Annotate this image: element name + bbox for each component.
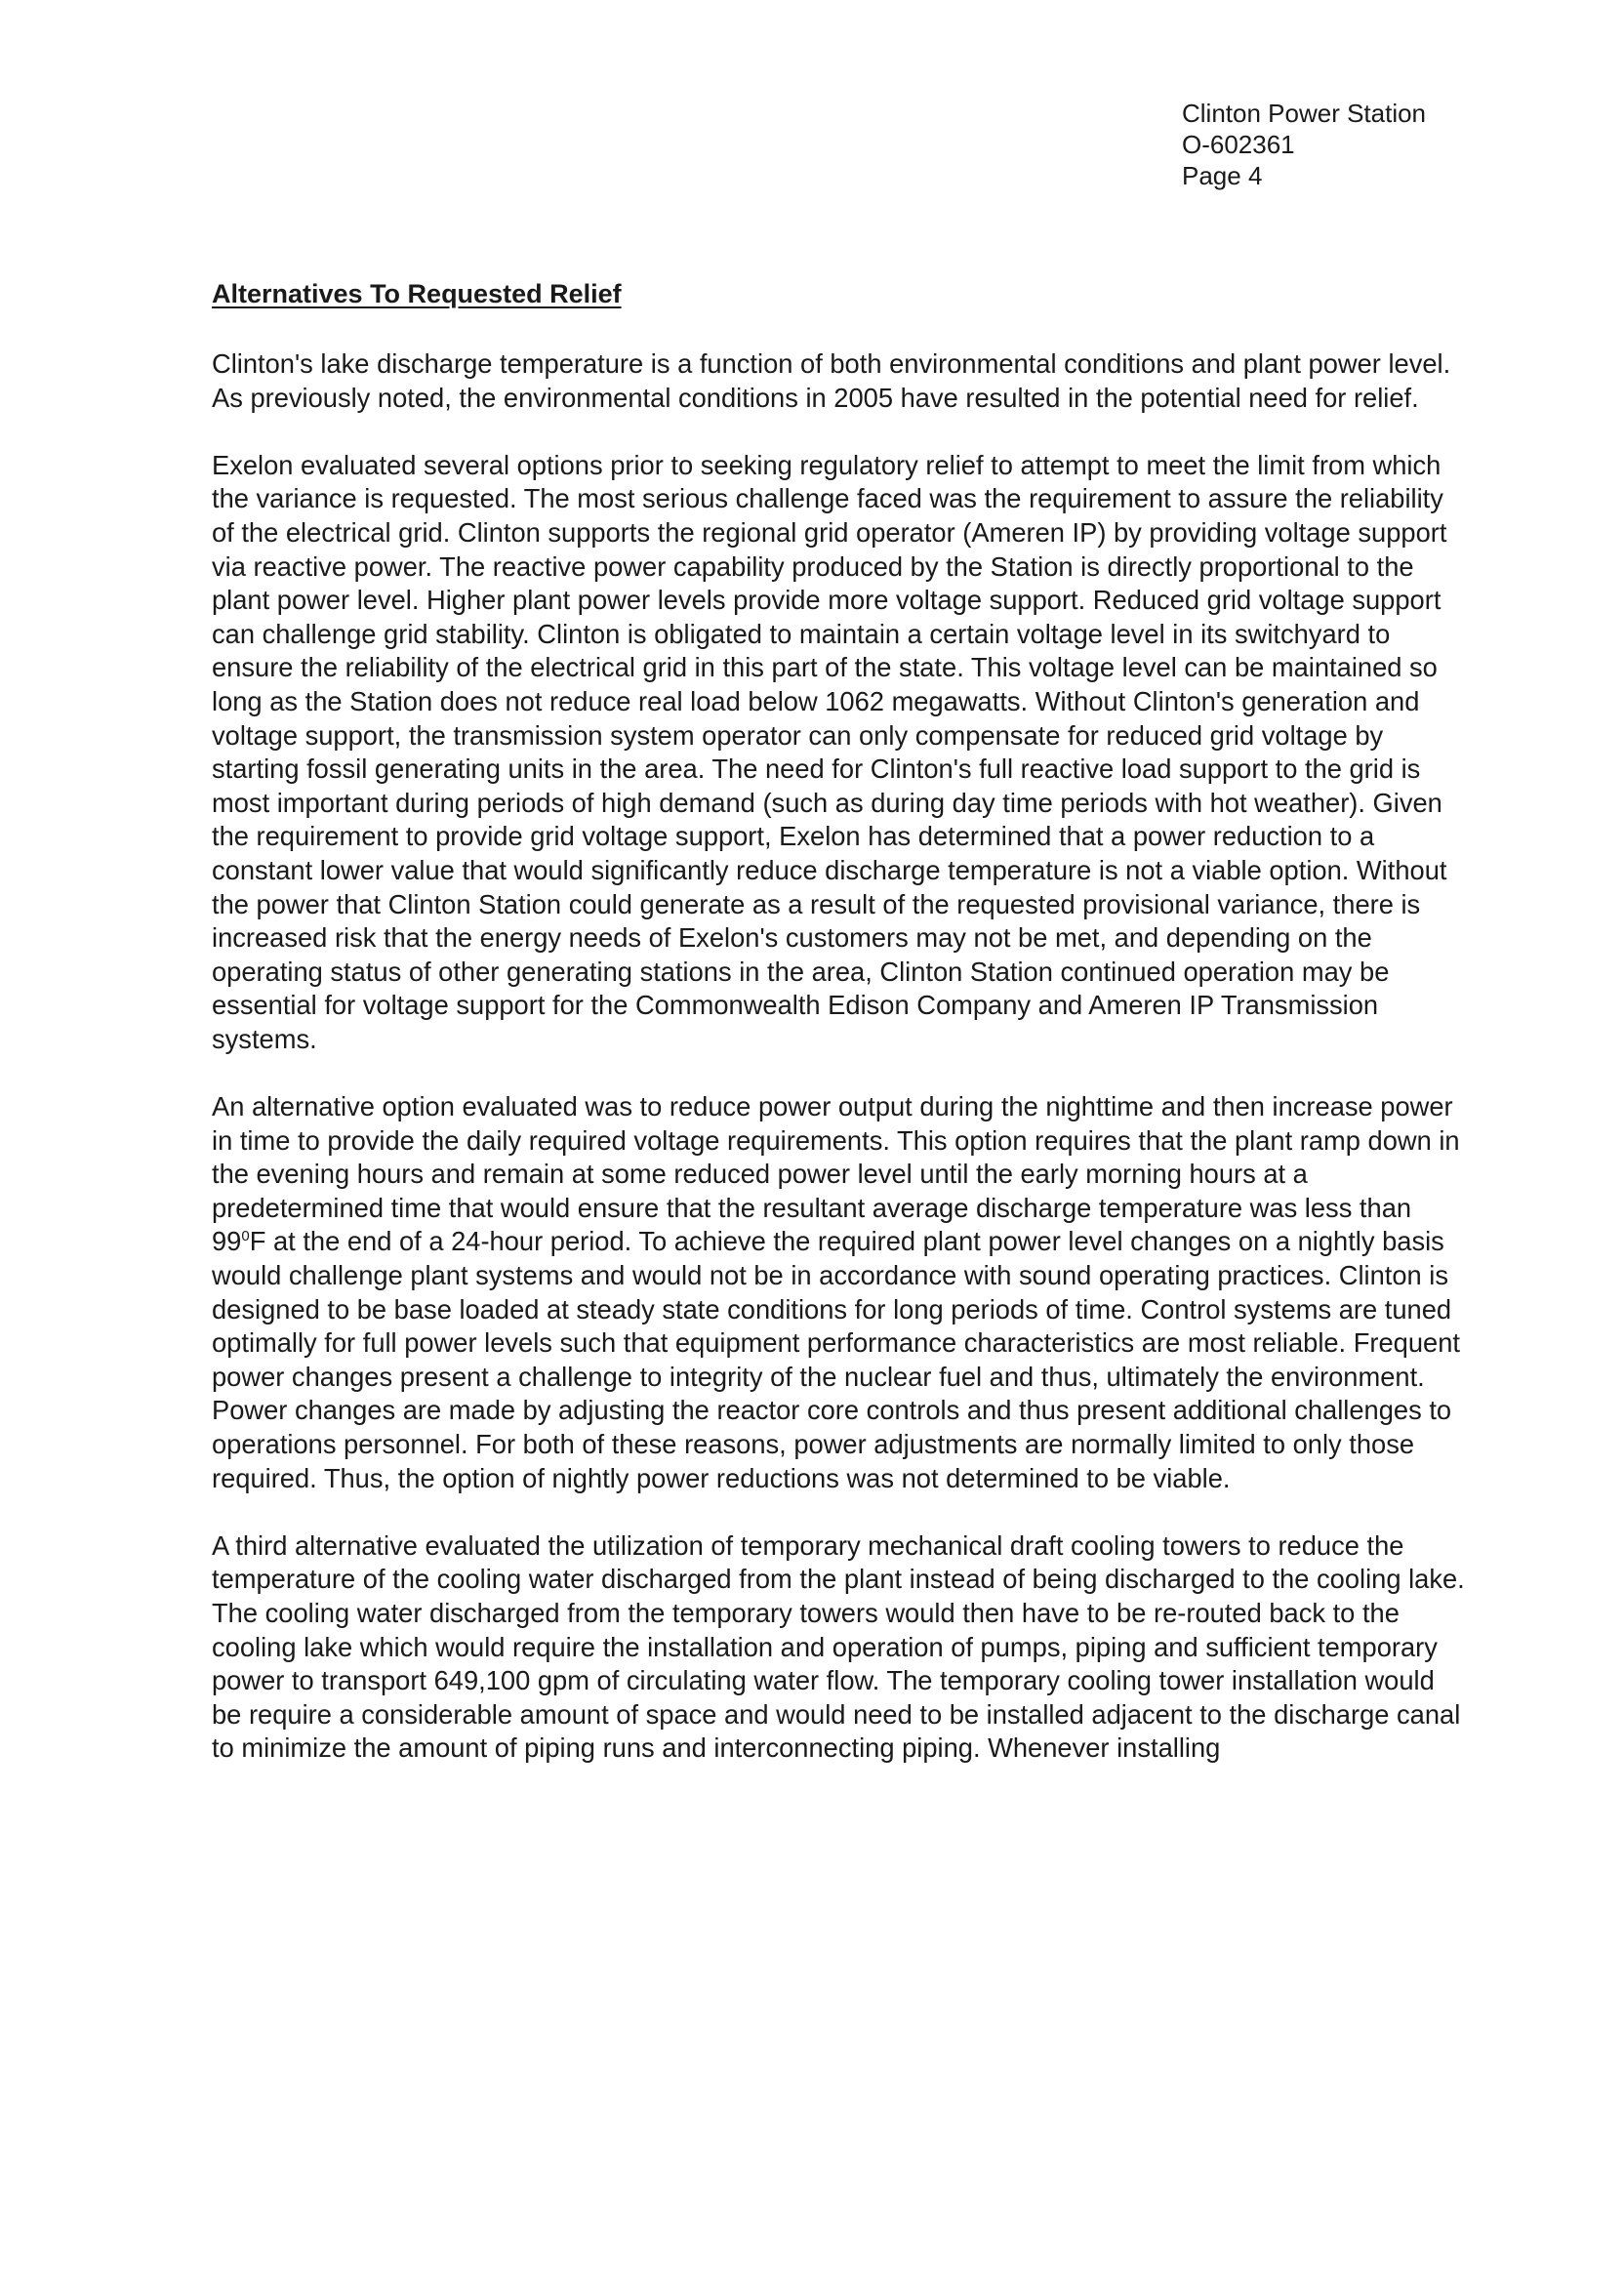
degree-superscript: 0: [241, 1228, 250, 1245]
page-header: [1182, 98, 1426, 191]
header-station: Clinton Power Station: [1182, 99, 1427, 128]
header-docnum: O-602361: [1182, 130, 1295, 159]
body-text: [212, 347, 1471, 1766]
paragraph-3-part-2: F at the end of a 24-hour period. To achieve the required plant power level changes on a nightly basis would challenge plant systems and would not be in accordance with sound operating practices. Clinton is designed to be base loaded at steady state conditions for long periods of time. Control systems are tuned optimally for full power levels such that equipment performance characteristics are most reliable. Frequent power changes present a challenge to integrity of the nuclear fuel and thus, ultimately the environment. Power changes are made by adjusting the reactor core controls and thus present additional challenges to operations personnel. For both of these reasons, power adjustments are normally limited to only those required. Thus, the option of nightly power reductions was not determined to be viable.: [212, 1226, 1460, 1493]
paragraph-4: A third alternative evaluated the utilization of temporary mechanical draft cooling towers to reduce the temperature of the cooling water discharged from the plant instead of being discharged to the cooling lake. The cooling water discharged from the temporary towers would then have to be re-routed back to the cooling lake which would require the installation and operation of pumps, piping and sufficient temporary power to transport 649,100 gpm of circulating water flow. The temporary cooling tower installation would be require a considerable amount of space and would need to be installed adjacent to the discharge canal to minimize the amount of piping runs and interconnecting piping. Whenever installing: [212, 1529, 1465, 1764]
paragraph-3-part-1: An alternative option evaluated was to reduce power output during the nighttime and then increase power in time to provide the daily required voltage requirements. This option requires that the plant ramp down in the evening hours and remain at some reduced power level until the early morning hours at a predetermined time that would ensure that the resultant average discharge temperature was less than 99: [212, 1091, 1460, 1257]
paragraph-2: Exelon evaluated several options prior to seeking regulatory relief to attempt to meet the limit from which the variance is requested. The most serious challenge faced was the requirement to assure the reliability of the electrical grid. Clinton supports the regional grid operator (Ameren IP) by providing voltage support via reactive power. The reactive power capability produced by the Station is directly proportional to the plant power level. Higher plant power levels provide more voltage support. Reduced grid voltage support can challenge grid stability. Clinton is obligated to maintain a certain voltage level in its switchyard to ensure the reliability of the electrical grid in this part of the state. This voltage level can be maintained so long as the Station does not reduce real load below 1062 megawatts. Without Clinton's generation and voltage support, the transmission system operator can only compensate for reduced grid voltage by starting fossil generating units in the area. The need for Clinton's full reactive load support to the grid is most important during periods of high demand (such as during day time periods with hot weather). Given the requirement to provide grid voltage support, Exelon has determined that a power reduction to a constant lower value that would significantly reduce discharge temperature is not a viable option. Without the power that Clinton Station could generate as a result of the requested provisional variance, there is increased risk that the energy needs of Exelon's customers may not be met, and depending on the operating status of other generating stations in the area, Clinton Station continued operation may be essential for voltage support for the Commonwealth Edison Company and Ameren IP Transmission systems.: [212, 449, 1447, 1054]
header-page-number: Page 4: [1182, 161, 1263, 190]
paragraph-3: [212, 1090, 1471, 1495]
paragraph-1: Clinton's lake discharge temperature is a function of both environmental conditions and plant power level. As previously noted, the environmental conditions in 2005 have resulted in the potential need for relief.: [212, 348, 1451, 413]
section-title: Alternatives To Requested Relief: [212, 279, 622, 308]
